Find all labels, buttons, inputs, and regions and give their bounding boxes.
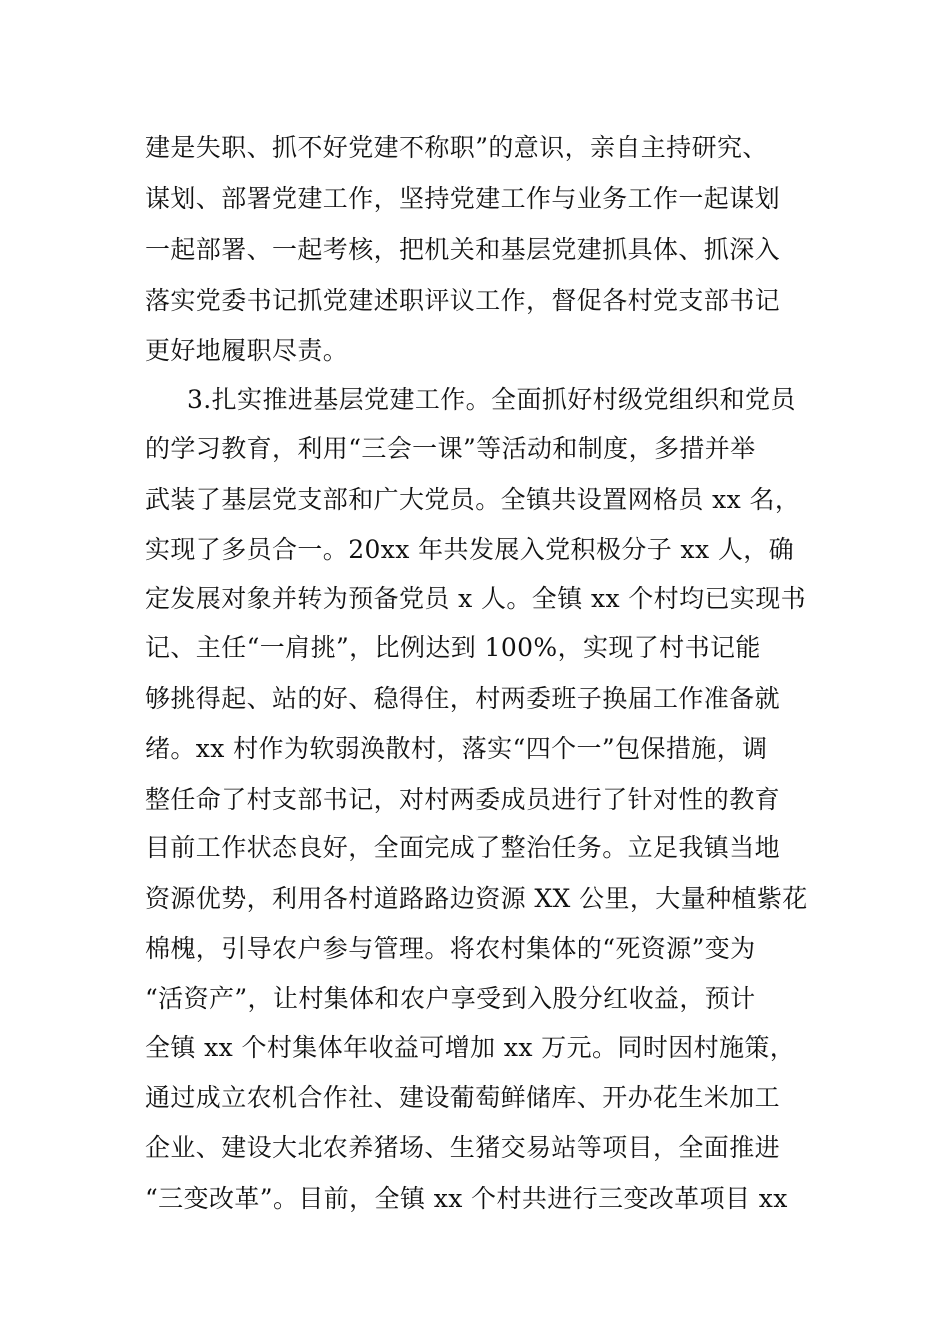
text-line: 通过成立农机合作社、建设葡萄鲜储库、开办花生米加工 — [145, 1083, 781, 1112]
text-line: 谋划、部署党建工作，坚持党建工作与业务工作一起谋划 — [145, 184, 781, 213]
text-line: “三变改革”。目前，全镇 xx 个村共进行三变改革项目 xx — [145, 1184, 788, 1213]
paragraph-heading-line: 3.扎实推进基层党建工作。全面抓好村级党组织和党员 — [187, 385, 796, 414]
text-line: 目前工作状态良好，全面完成了整治任务。立足我镇当地 — [145, 833, 781, 862]
text-line: 的学习教育，利用“三会一课”等活动和制度，多措并举 — [145, 434, 756, 463]
text-line: 棉槐，引导农户参与管理。将农村集体的“死资源”变为 — [145, 934, 756, 963]
text-line: 资源优势，利用各村道路路边资源 XX 公里，大量种植紫花 — [145, 884, 808, 913]
text-line: 整任命了村支部书记，对村两委成员进行了针对性的教育 — [145, 785, 781, 814]
text-line: 武装了基层党支部和广大党员。全镇共设置网格员 xx 名， — [145, 485, 801, 514]
text-line: 落实党委书记抓党建述职评议工作，督促各村党支部书记 — [145, 286, 781, 315]
text-line: 企业、建设大北农养猪场、生猪交易站等项目，全面推进 — [145, 1133, 781, 1162]
text-line: 更好地履职尽责。 — [145, 336, 349, 365]
text-line: 记、主任“一肩挑”，比例达到 100%，实现了村书记能 — [145, 633, 761, 662]
text-line: 够挑得起、站的好、稳得住，村两委班子换届工作准备就 — [145, 684, 781, 713]
text-line: 定发展对象并转为预备党员 x 人。全镇 xx 个村均已实现书 — [145, 584, 807, 613]
text-line: 绪。xx 村作为软弱涣散村，落实“四个一”包保措施，调 — [145, 734, 768, 763]
text-line: “活资产”，让村集体和农户享受到入股分红收益，预计 — [145, 984, 756, 1013]
text-line: 实现了多员合一。20xx 年共发展入党积极分子 xx 人，确 — [145, 535, 795, 564]
text-line: 建是失职、抓不好党建不称职”的意识，亲自主持研究、 — [145, 133, 768, 162]
text-line: 全镇 xx 个村集体年收益可增加 xx 万元。同时因村施策， — [145, 1033, 796, 1062]
text-line: 一起部署、一起考核，把机关和基层党建抓具体、抓深入 — [145, 235, 781, 264]
